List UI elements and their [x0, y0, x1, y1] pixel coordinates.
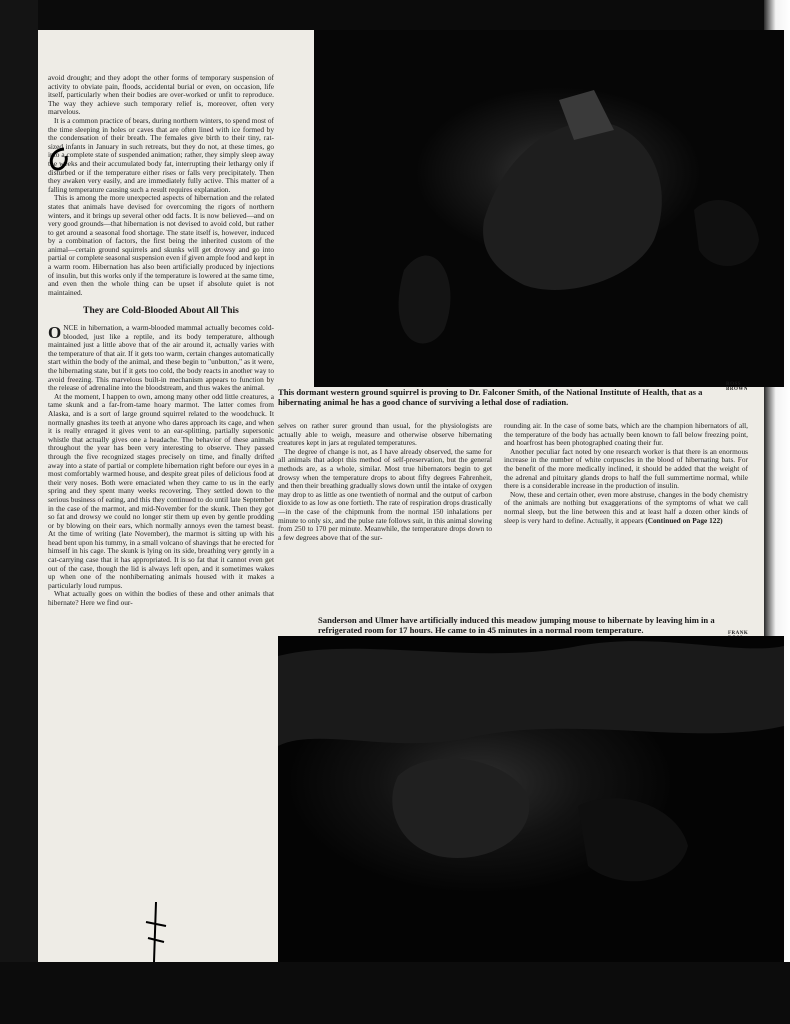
photo-ground-squirrel-art [314, 30, 784, 387]
photo-jumping-mouse-art [278, 636, 784, 962]
left-text-column [48, 74, 274, 608]
left-paragraph: This is among the more unexpected aspects of hibernation and the related states that animals have devised for overcoming the rigors of northern winters, and it brings up several other odd facts. It is now believed—and on very good grounds—that hibernation is not devised to avoid cold, but rather to get around a seasonal food shortage. The state itself is, however, induced by a combination of factors, the first being the inherited custom of the animal—certain ground squirrels and skunks will get drowsy and go into partial or complete seasonal suspension even if given ample food and kept in a warm room. Hibernation has also been artificially produced by injections of insulin, but this works only if the temperature is lowered at the same time, and even then the whole thing can be upset if absolute quiet is not maintained. [48, 193, 274, 297]
pen-scribble-icon [136, 902, 176, 962]
photo-caption-bottom: Sanderson and Ulmer have artificially induced this meadow jumping mouse to hibernate by leaving him in a refrigerated room for 17 hours. He came to in 45 minutes in a normal room temperature. [318, 615, 715, 635]
right-text-column [504, 422, 748, 525]
right-paragraph [504, 491, 748, 525]
scan-border-left [0, 0, 38, 1024]
right-paragraph: Another peculiar fact noted by one research worker is that there is an enormous increase in the number of white corpuscles in the blood of hibernating bats. For the benefit of the more medically inclined, it should be added that the weight of the adrenal and pituitary glands drops to half the full summertime normal, while there is a considerable increase in the production of insulin. [504, 446, 748, 491]
section-subhead: They are Cold-Blooded About All This [83, 306, 239, 317]
photo-caption-top: This dormant western ground squirrel is proving to Dr. Falconer Smith, of the National Institute of Health, that as a hibernating animal he has a good chance of surviving a lethal dose of radiation. [278, 387, 703, 407]
photo-credit-bottom: FRANK [728, 631, 749, 636]
pen-mark-icon [44, 144, 74, 174]
middle-paragraph: selves on rather surer ground than usual, for the physiologists are actually able to weigh, measure and otherwise observe hibernating creatures kept in jars at regulated temperatures. [278, 421, 492, 448]
left-paragraph: avoid drought; and they adopt the other forms of temporary suspension of activity to obviate pain, floods, accidental burial or even, on occasion, life itself, particularly when their bodies are over-worked or unfit to reproduce. The way they achieve such temporary relief is, moreover, often very marvelous. [48, 73, 274, 117]
left-paragraph: At the moment, I happen to own, among many other odd little creatures, a tame skunk and a far-from-tame hoary marmot. The latter comes from Alaska, and is a sort of large ground squirrel related to the woodchuck. It normally gnashes its teeth at anyone who dares approach its cage, and when it is really enraged it gives vent to an ear-splitting, partially supersonic whistle that actually gives one a headache. The behavior of these animals throughout the year has been very interesting to observe. They passed through the five recognized stages precisely on time, and finally drifted away into a state of partial or complete hibernation right before our eyes in a most comfortably warmed house, and despite great piles of delicious food at their very noses. Both were emaciated when they came to us in the early spring and they spent many weeks recovering. They settled down to the serious business of eating, and this they continued to do until late September in the case of the marmot, and mid-November for the skunk. Then they got so fat and drowsy we could no longer stir them up even by gentle prodding or by blowing on their ears, which normally annoys even the tamest beast. At the time of writing (late November), the marmot is sitting up with his head bent upon his tummy, in a small volcano of shavings that he erected for himself in his cage. The skunk is lying on its side, breathing very gently in a cat-carrying case that it has appropriated. It is so fat that it cannot even get out of the case, though the lid is always left open, and it sometimes wakes up when one of the nonhibernating animals housed with it makes a particularly loud rumpus. [48, 391, 274, 590]
magazine-page [38, 30, 764, 962]
middle-text-column [278, 422, 492, 542]
photo-ground-squirrel [314, 30, 784, 387]
left-paragraph-text: NCE in hibernation, a warm-blooded mammal actually becomes cold-blooded, just like a reptile, and its body temperature, although maintained just a little above that of the air around it, actually varies with the temperature of that air. If it gets too warm, certain changes automatically start within the body of the animal, and these begin to "unbutton," as it were, the hibernating state, but if it gets too cold, the body reacts in another way to avoid freezing. This marvelous built-in mechanism appears to function by the release of adrenaline into the bloodstream, and thus wakes the animal. [48, 323, 274, 393]
left-paragraph: It is a common practice of bears, during northern winters, to spend most of the time sleeping in holes or caves that are often lined with ice formed by the condensation of their breath. The females give birth to their tiny, rat-sized infants in January in such retreats, but they do not, at these times, go into a complete state of suspended animation; rather, they simply sleep away the weeks and their accumulated body fat, interrupting their lethargy only if disturbed or if the temperature either rises or falls very precipitately. Then they awaken very easily, and are immediately fully active. This matter of a falling temperature causing such a result requires explanation. [48, 115, 274, 194]
continued-note: (Continued on Page 122) [645, 515, 723, 525]
left-paragraph-dropcap [48, 324, 274, 393]
right-paragraph-text: Now, these and certain other, even more abstruse, changes in the body chemistry of the animals are nothing but exaggerations of the symptoms of what we call normal sleep, but the line between this and at least half a dozen other kinds of sleep is very hard to define. Actually, it appears [504, 489, 748, 525]
scan-border-bottom [0, 962, 790, 1024]
left-paragraph: What actually goes on within the bodies of these and other animals that hibernate? Here we find our- [48, 589, 274, 608]
drop-cap: O [48, 323, 62, 343]
photo-jumping-mouse [278, 636, 784, 962]
middle-paragraph: The degree of change is not, as I have already observed, the same for all animals that adopt this method of self-preservation, but the general methods are, as a whole, similar. Most true hibernators begin to get drowsy when the temperature drops to about fifty degrees Fahrenheit, and then their breathing gradually slows down until the intake of oxygen may drop to as little as one twentieth of normal and the output of carbon dioxide to as low as one fortieth. The rate of respiration drops drastically—in the case of the chipmunk from the normal 150 inhalations per minute to only six, and the pulse rate follows suit, in this animal slowing from 250 to 170 per minute. Meanwhile, the temperature drops down to a few degrees above that of the sur- [278, 446, 492, 542]
photo-credit-top: ROSS BROWN [726, 382, 748, 392]
right-paragraph: rounding air. In the case of some bats, which are the champion hibernators of all, the temperature of the body has actually been known to fall below freezing point, and hoarfrost has been photographed coating their fur. [504, 421, 748, 448]
scan-border-top [0, 0, 790, 30]
